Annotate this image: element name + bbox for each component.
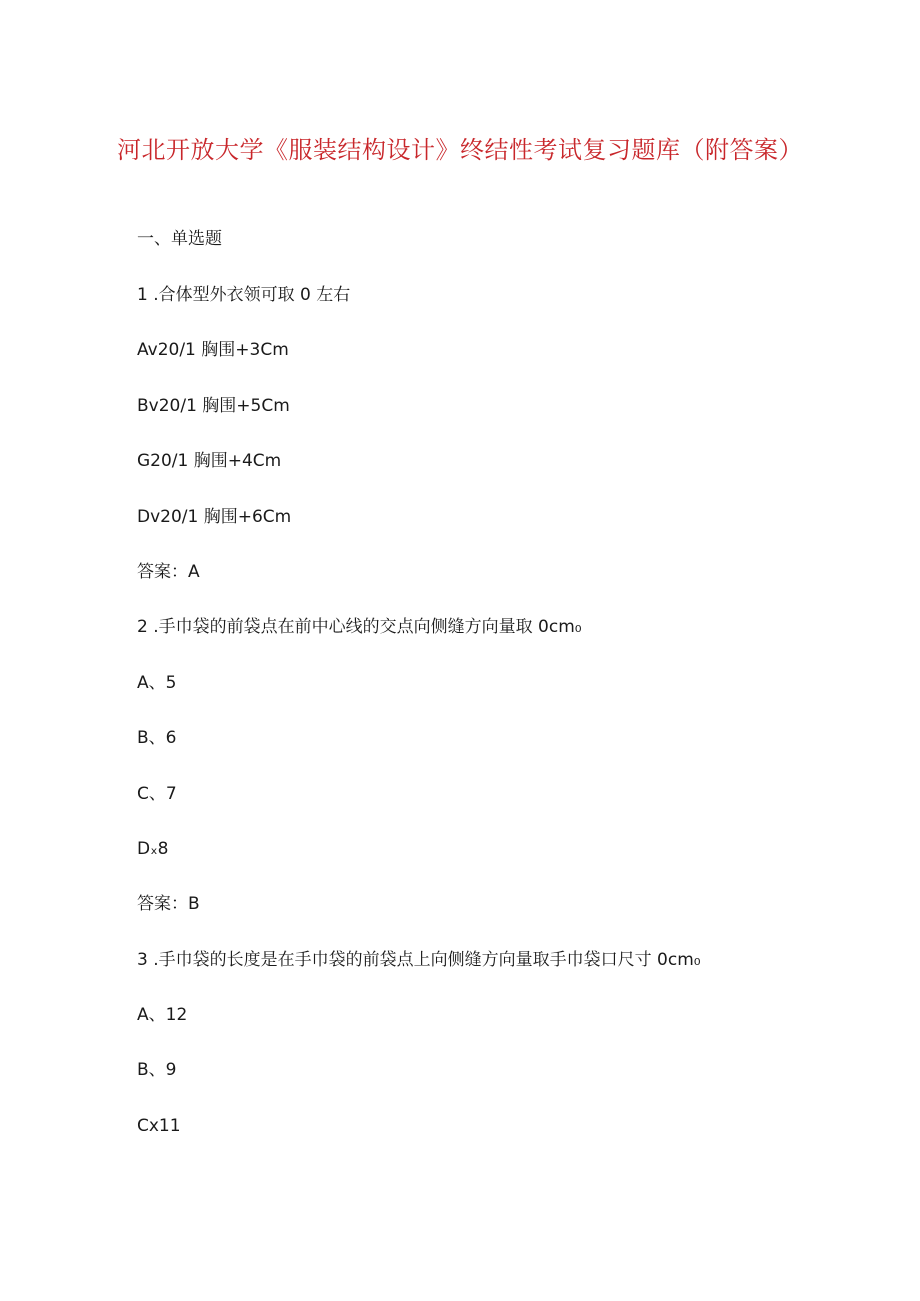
question-3-option-b: B、9 xyxy=(137,1060,177,1081)
question-2-answer: 答案：B xyxy=(137,894,200,915)
question-1-text: 1 .合体型外衣领可取 0 左右 xyxy=(137,285,351,305)
question-2-text: 2 .手巾袋的前袋点在前中心线的交点向侧缝方向量取 0cm₀ xyxy=(137,617,582,638)
question-2-option-b: B、6 xyxy=(137,728,177,749)
question-3-option-a: A、12 xyxy=(137,1005,188,1026)
question-1-option-d: Dv20/1 胸围+6Cm xyxy=(137,506,292,527)
question-1-option-a: Av20/1 胸围+3Cm xyxy=(137,340,289,361)
question-3-text: 3 .手巾袋的长度是在手巾袋的前袋点上向侧缝方向量取手巾袋口尺寸 0cm₀ xyxy=(137,949,701,970)
section-heading: 一、单选题 xyxy=(137,229,222,249)
question-2-option-c: C、7 xyxy=(137,783,177,804)
document-title: 河北开放大学《服装结构设计》终结性考试复习题库（附答案） xyxy=(117,136,803,164)
question-1-answer: 答案：A xyxy=(137,561,200,582)
question-1-option-c: G20/1 胸围+4Cm xyxy=(137,451,282,472)
question-1-option-b: Bv20/1 胸围+5Cm xyxy=(137,395,290,416)
question-2-option-a: A、5 xyxy=(137,672,177,693)
question-2-option-d: Dₓ8 xyxy=(137,838,169,859)
document-body xyxy=(137,222,837,1164)
question-3-option-c: Cx11 xyxy=(137,1115,181,1136)
